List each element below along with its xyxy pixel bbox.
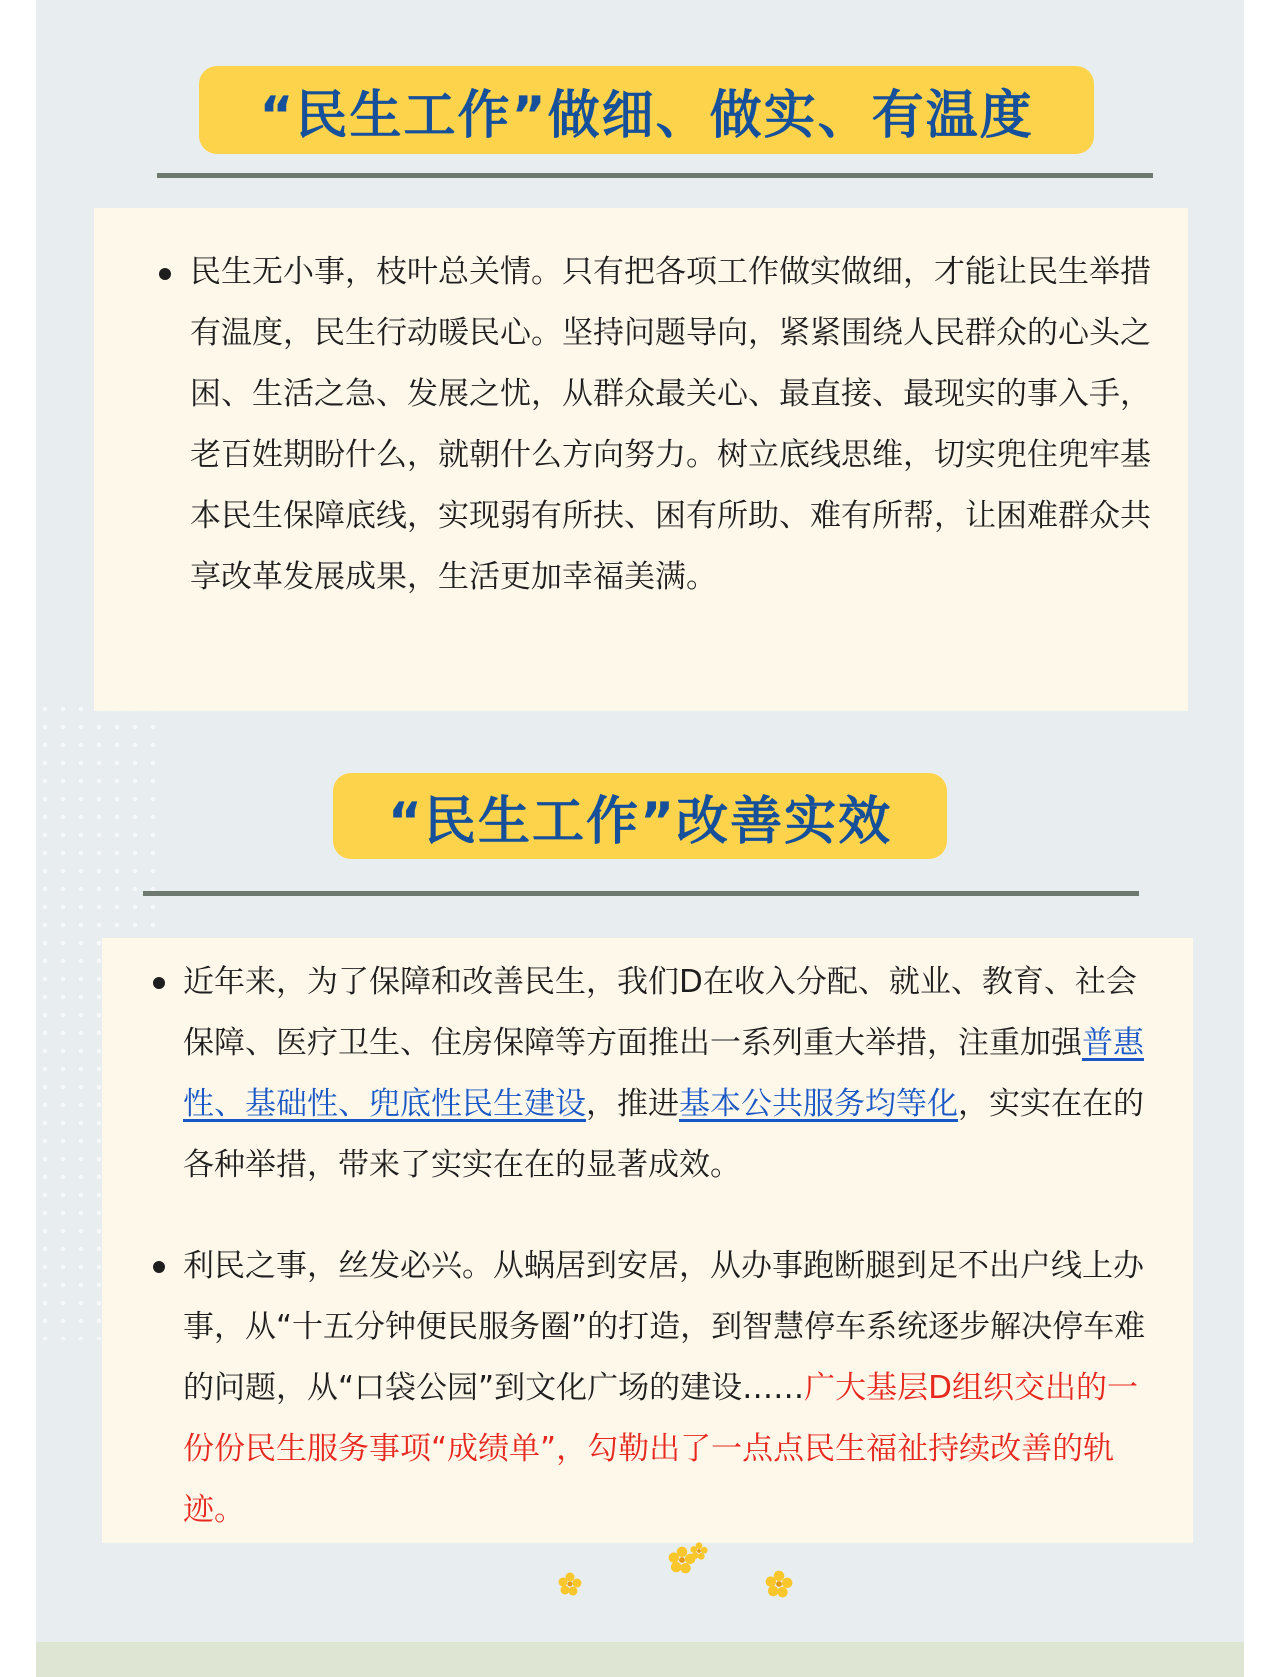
link-inclusive-livelihood[interactable]: 普惠性、基础性、兜底性民生建设 [183, 1025, 1144, 1122]
bullet-icon [153, 977, 165, 989]
bullet-icon [153, 1261, 165, 1273]
paragraph-2-text-a: 近年来，为了保障和改善民生，我们D在收入分配、就业、教育、社会保障、医疗卫生、住房保障等方面推出一系列重大举措，注重加强 [183, 964, 1137, 1061]
paragraph-3-highlight: 广大基层D组织交出的一份份民生服务事项“成绩单”，勾勒出了一点点民生福祉持续改善的轨迹。 [183, 1370, 1138, 1528]
flower-icon [558, 1572, 582, 1596]
flower-icon [765, 1570, 793, 1598]
paragraph-2-text-b: ，推进 [586, 1086, 679, 1122]
bullet-icon [159, 268, 171, 280]
section-title-2-text: “民生工作”改善实效 [387, 791, 893, 852]
paragraph-3-text: 利民之事，丝发必兴。从蜗居到安居，从办事跑断腿到足不出户线上办事，从“十五分钟便民服务圈”的打造，到智慧停车系统逐步解决停车难的问题，从“口袋公园”到文化广场的建设…… [183, 1248, 1146, 1406]
divider-2 [143, 891, 1139, 896]
paragraph-2-text-c: ，实实在在的各种举措，带来了实实在在的显著成效。 [183, 1086, 1144, 1183]
divider-1 [157, 173, 1153, 178]
section-title-2 [333, 773, 947, 859]
section-title-1-text: “民生工作”做细、做实、有温度 [259, 85, 1034, 146]
link-public-services[interactable]: 基本公共服务均等化 [679, 1086, 958, 1122]
paragraph-2 [183, 952, 1166, 1196]
section-title-1 [199, 66, 1094, 154]
paragraph-1: 民生无小事，枝叶总关情。只有把各项工作做实做细，才能让民生举措有温度，民生行动暖民心。坚持问题导向，紧紧围绕人民群众的心头之困、生活之急、发展之忧，从群众最关心、最直接、最现实的事入手，老百姓期盼什么，就朝什么方向努力。树立底线思维，切实兜住兜牢基本民生保障底线，实现弱有所扶、困有所助、难有所帮，让困难群众共享改革发展成果，生活更加幸福美满。 [190, 254, 1151, 595]
footer-band [36, 1642, 1244, 1677]
flower-icon [690, 1542, 708, 1560]
paragraph-3 [183, 1236, 1166, 1541]
